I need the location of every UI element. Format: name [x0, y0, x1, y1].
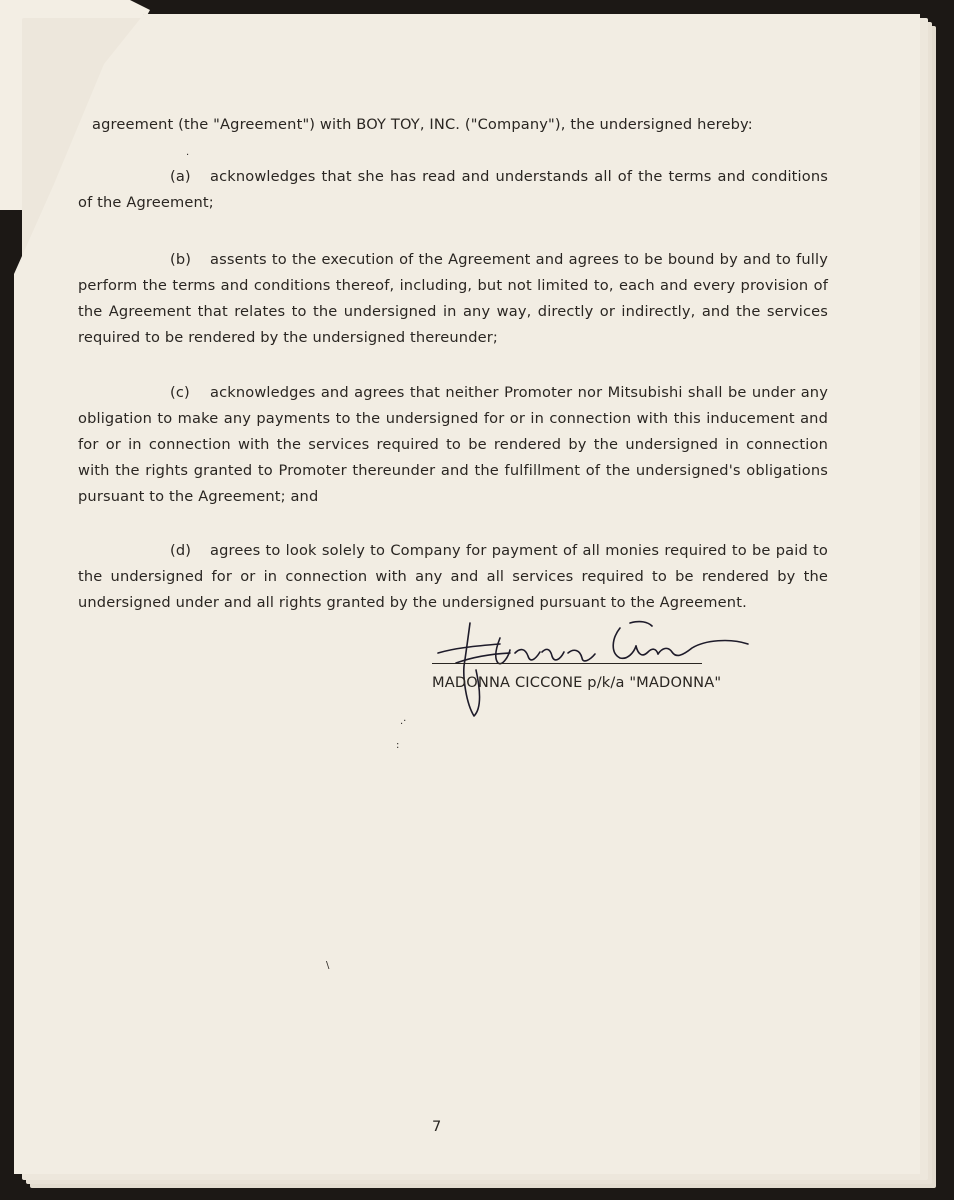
paragraph-b: [78, 247, 828, 351]
paragraph-label: (b): [170, 251, 192, 268]
paper-speck: \: [326, 960, 330, 971]
intro-line: agreement (the "Agreement") with BOY TOY, INC. ("Company"), the undersigned hereby:: [92, 116, 753, 133]
paragraph-text: acknowledges that she has read and understands all of the terms and conditions of the Agreement;: [78, 168, 828, 211]
signature-line: [432, 663, 702, 664]
paragraph-label: (c): [170, 384, 190, 401]
paper-speck: :: [396, 740, 400, 751]
paragraph-label: (a): [170, 168, 191, 185]
paragraph-c: [78, 380, 828, 510]
paragraph-a: [78, 164, 828, 216]
paragraph-d: [78, 538, 828, 616]
paragraph-text: acknowledges and agrees that neither Promoter nor Mitsubishi shall be under any obligation to make any payments to the undersigned for or in connection with this inducement and for or in connection with the services required to be rendered by the undersigned in connection with the rights granted to Promoter thereunder and the fulfillment of the undersigned's obligations pursuant to the Agreement; and: [78, 384, 828, 505]
paragraph-label: (d): [170, 542, 192, 559]
paragraph-text: agrees to look solely to Company for payment of all monies required to be paid to the undersigned for or in connection with any and all services required to be rendered by the undersigned under and all rights granted by the undersigned pursuant to the Agreement.: [78, 542, 828, 611]
paper-speck: ·: [186, 150, 190, 161]
signatory-name: MADONNA CICCONE p/k/a "MADONNA": [432, 674, 722, 691]
paragraph-text: assents to the execution of the Agreement and agrees to be bound by and to fully perform the terms and conditions thereof, including, but not limited to, each and every provision of the Agreement that relates to the undersigned in any way, directly or indirectly, and the services required to be rendered by the undersigned thereunder;: [78, 251, 828, 346]
page-number: 7: [432, 1118, 442, 1135]
handwritten-signature-icon: [430, 608, 760, 728]
paper-speck: .·: [400, 716, 407, 727]
